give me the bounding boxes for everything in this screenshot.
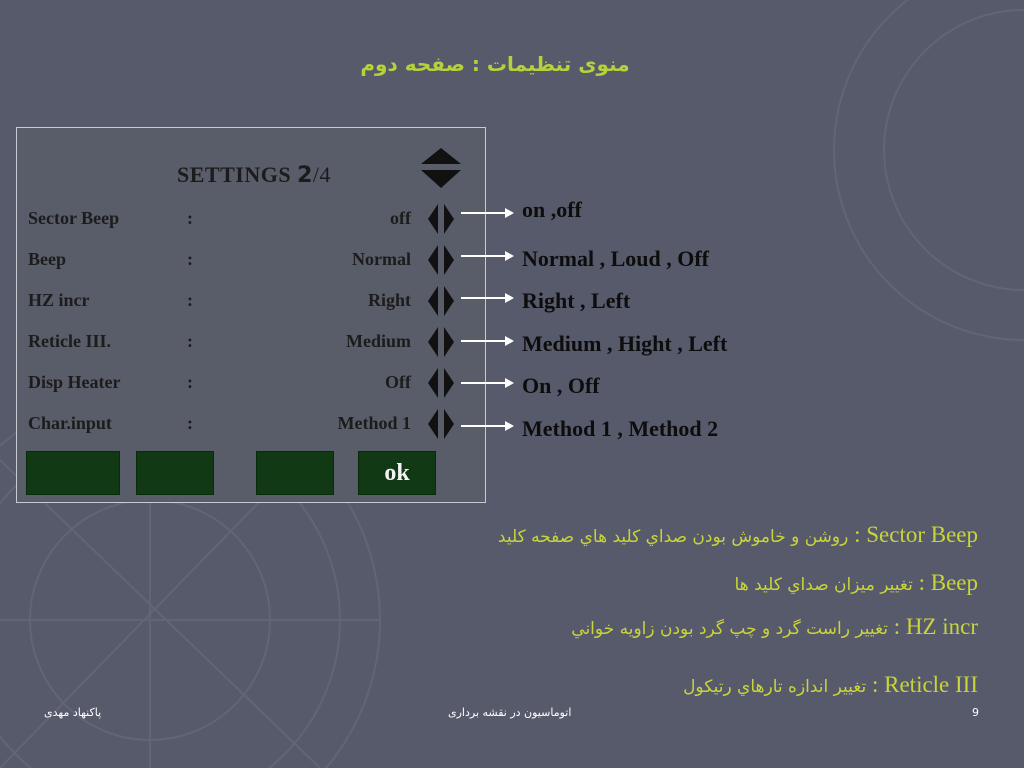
description-reticle	[683, 672, 978, 698]
description-sector-beep	[498, 522, 978, 548]
setting-value: Medium	[346, 331, 411, 351]
settings-panel-title	[177, 162, 331, 188]
settings-panel	[16, 127, 486, 503]
settings-row-sector-beep	[17, 204, 487, 234]
setting-value: Off	[385, 372, 411, 392]
softkey-1-button[interactable]	[26, 451, 120, 495]
left-right-toggle-icon[interactable]	[427, 286, 455, 316]
arrow-connector	[461, 212, 511, 214]
description-term: HZ incr	[905, 614, 978, 639]
description-text: روشن و خاموش بودن صداي كليد هاي صفحه كليد	[497, 527, 849, 547]
arrow-head-icon	[505, 378, 514, 388]
description-separator: :	[887, 614, 906, 639]
arrow-connector	[461, 340, 511, 342]
left-right-toggle-icon[interactable]	[427, 204, 455, 234]
setting-label: Beep	[28, 249, 66, 269]
arrow-head-icon	[505, 293, 514, 303]
settings-row-char-input	[17, 409, 487, 439]
arrow-head-icon	[505, 208, 514, 218]
softkey-2-button[interactable]	[136, 451, 214, 495]
settings-row-hz-incr	[17, 286, 487, 316]
setting-colon: :	[187, 413, 193, 433]
setting-colon: :	[187, 331, 193, 351]
arrow-head-icon	[505, 251, 514, 261]
option-list-beep: Normal , Loud , Off	[522, 246, 709, 271]
settings-title-text: SETTINGS	[177, 162, 292, 187]
description-separator: :	[866, 672, 885, 697]
setting-colon: :	[187, 249, 193, 269]
left-right-toggle-icon[interactable]	[427, 368, 455, 398]
setting-colon: :	[187, 290, 193, 310]
arrow-connector	[461, 255, 511, 257]
arrow-connector	[461, 425, 511, 427]
settings-page-current: 2	[297, 163, 313, 188]
option-list-reticle: Medium , Hight , Left	[522, 331, 728, 356]
page-title: منوی تنظیمات : صفحه دوم	[360, 52, 630, 76]
settings-page-total: /4	[312, 162, 331, 187]
left-right-toggle-icon[interactable]	[427, 409, 455, 439]
option-list-disp-heater: On , Off	[522, 373, 600, 398]
description-hz-incr	[571, 614, 978, 640]
description-text: تغيير ميزان صداي كليد ها	[734, 575, 913, 595]
footer-course: اتوماسیون در نقشه برداری	[448, 706, 572, 719]
setting-colon: :	[187, 372, 193, 392]
left-right-toggle-icon[interactable]	[427, 327, 455, 357]
arrow-head-icon	[505, 421, 514, 431]
settings-row-beep	[17, 245, 487, 275]
footer-author: پاکنهاد مهدی	[44, 706, 102, 719]
setting-label: HZ incr	[28, 290, 90, 310]
setting-value: Normal	[352, 249, 411, 269]
setting-colon: :	[187, 208, 193, 228]
option-list-sector-beep: on ,off	[522, 197, 582, 222]
setting-label: Sector Beep	[28, 208, 120, 228]
left-right-toggle-icon[interactable]	[427, 245, 455, 275]
setting-label: Reticle III.	[28, 331, 111, 351]
arrow-connector	[461, 297, 511, 299]
arrow-head-icon	[505, 336, 514, 346]
option-list-hz-incr: Right , Left	[522, 288, 631, 313]
setting-label: Char.input	[28, 413, 112, 433]
slide-number: 9	[972, 706, 979, 719]
settings-row-disp-heater	[17, 368, 487, 398]
option-list-char-input: Method 1 , Method 2	[522, 416, 719, 441]
description-term: Sector Beep	[866, 522, 978, 547]
ok-button[interactable]: ok	[358, 451, 436, 495]
setting-label: Disp Heater	[28, 372, 121, 392]
page-scroll-arrows-icon[interactable]	[417, 146, 465, 190]
settings-row-reticle	[17, 327, 487, 357]
description-term: Beep	[930, 570, 978, 595]
description-text: تغيير اندازه تارهاي رتيكول	[683, 677, 867, 697]
setting-value: Method 1	[337, 413, 411, 433]
description-separator: :	[912, 570, 931, 595]
description-separator: :	[848, 522, 867, 547]
description-term: Reticle III	[884, 672, 978, 697]
softkey-3-button[interactable]	[256, 451, 334, 495]
arrow-connector	[461, 382, 511, 384]
setting-value: Right	[367, 290, 411, 310]
setting-value: off	[390, 208, 411, 228]
description-text: تغيير راست گرد و چپ گرد بودن زاويه خواني	[571, 619, 888, 639]
description-beep	[735, 570, 978, 596]
